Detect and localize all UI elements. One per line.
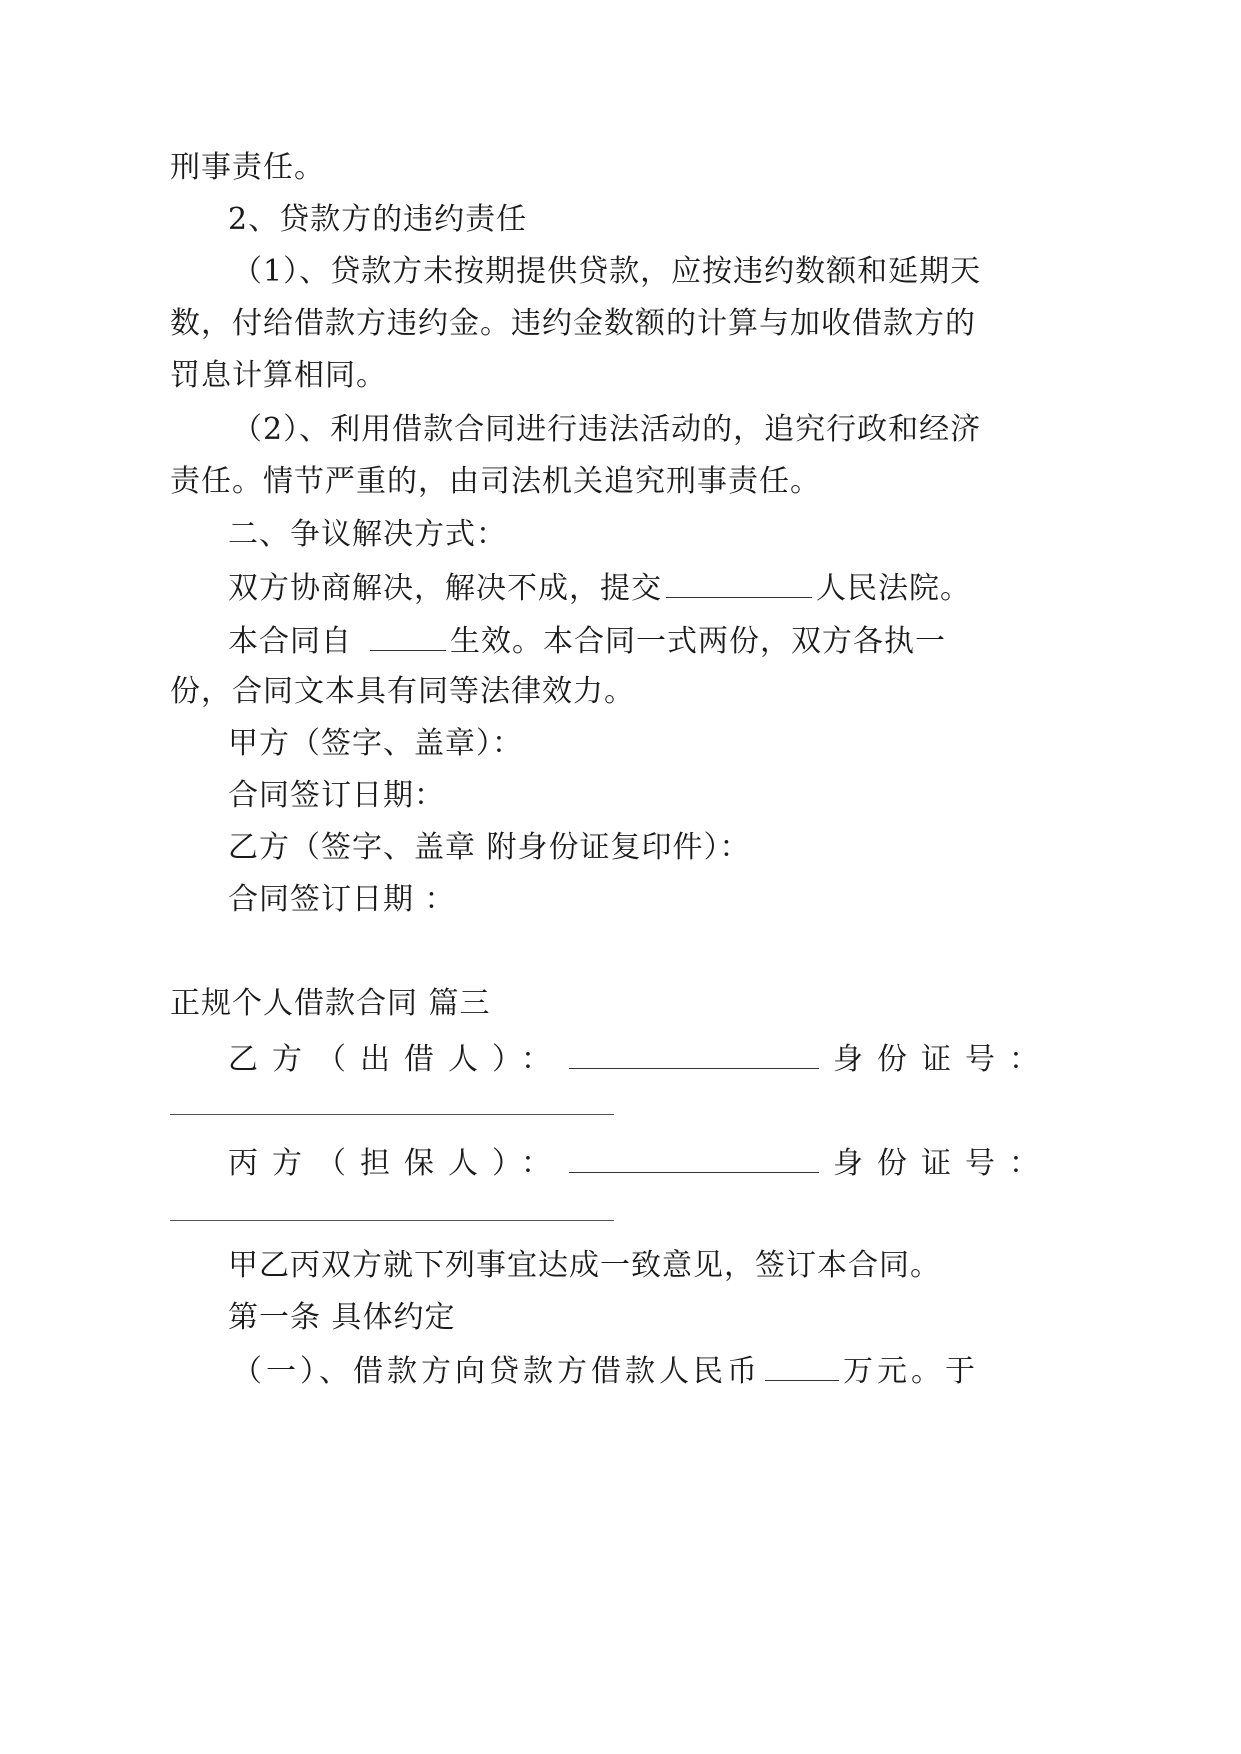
text-segment: 人民法院。 — [816, 571, 971, 606]
text-line: 份，合同文本具有同等法律效力。 — [170, 674, 635, 709]
text-line — [228, 620, 946, 662]
blank-field — [666, 567, 812, 598]
text-line: 责任。情节严重的，由司法机关追究刑事责任。 — [170, 464, 821, 499]
party-line — [228, 1142, 1053, 1184]
section-heading: 2、贷款方的违约责任 — [228, 202, 528, 237]
blank-field — [569, 1142, 819, 1173]
blank-field — [370, 620, 446, 651]
blank-field — [170, 1114, 614, 1115]
text-line: 罚息计算相同。 — [170, 358, 387, 393]
text-line: 甲乙丙双方就下列事宜达成一致意见，签订本合同。 — [228, 1248, 941, 1283]
section-title: 正规个人借款合同 篇三 — [170, 986, 491, 1021]
article-heading: 第一条 具体约定 — [228, 1300, 456, 1335]
text-line — [232, 1350, 979, 1392]
text-segment: 丙方（担保人）： — [228, 1146, 565, 1181]
text-line: （1）、贷款方未按期提供贷款，应按违约数额和延期天 — [232, 254, 982, 289]
text-segment: 生效。本合同一式两份，双方各执一 — [450, 624, 946, 659]
text-segment: 身份证号： — [833, 1042, 1053, 1077]
blank-field — [569, 1038, 819, 1069]
text-line: 数，付给借款方违约金。违约金数额的计算与加收借款方的 — [170, 306, 976, 341]
signature-label: 甲方（签字、盖章）： — [228, 726, 523, 761]
text-segment: 双方协商解决，解决不成，提交 — [228, 571, 662, 606]
text-line: （2）、利用借款合同进行违法活动的，追究行政和经济 — [232, 412, 982, 447]
party-line — [228, 1038, 1053, 1080]
date-label: 合同签订日期 ： — [228, 882, 456, 917]
text-segment: 万元。于 — [843, 1354, 979, 1389]
text-segment: （一）、借款方向贷款方借款人民币 — [232, 1354, 761, 1389]
blank-field — [170, 1220, 614, 1221]
text-segment: 本合同自 — [228, 624, 352, 659]
section-heading: 二、争议解决方式： — [228, 517, 507, 552]
text-line — [228, 567, 971, 609]
text-segment: 乙方（出借人）： — [228, 1042, 565, 1077]
signature-label: 乙方（签字、盖章 附身份证复印件）： — [228, 830, 751, 865]
text-segment: 身份证号： — [833, 1146, 1053, 1181]
text-line: 刑事责任。 — [170, 150, 325, 185]
blank-field — [765, 1350, 839, 1381]
date-label: 合同签订日期： — [228, 778, 445, 813]
